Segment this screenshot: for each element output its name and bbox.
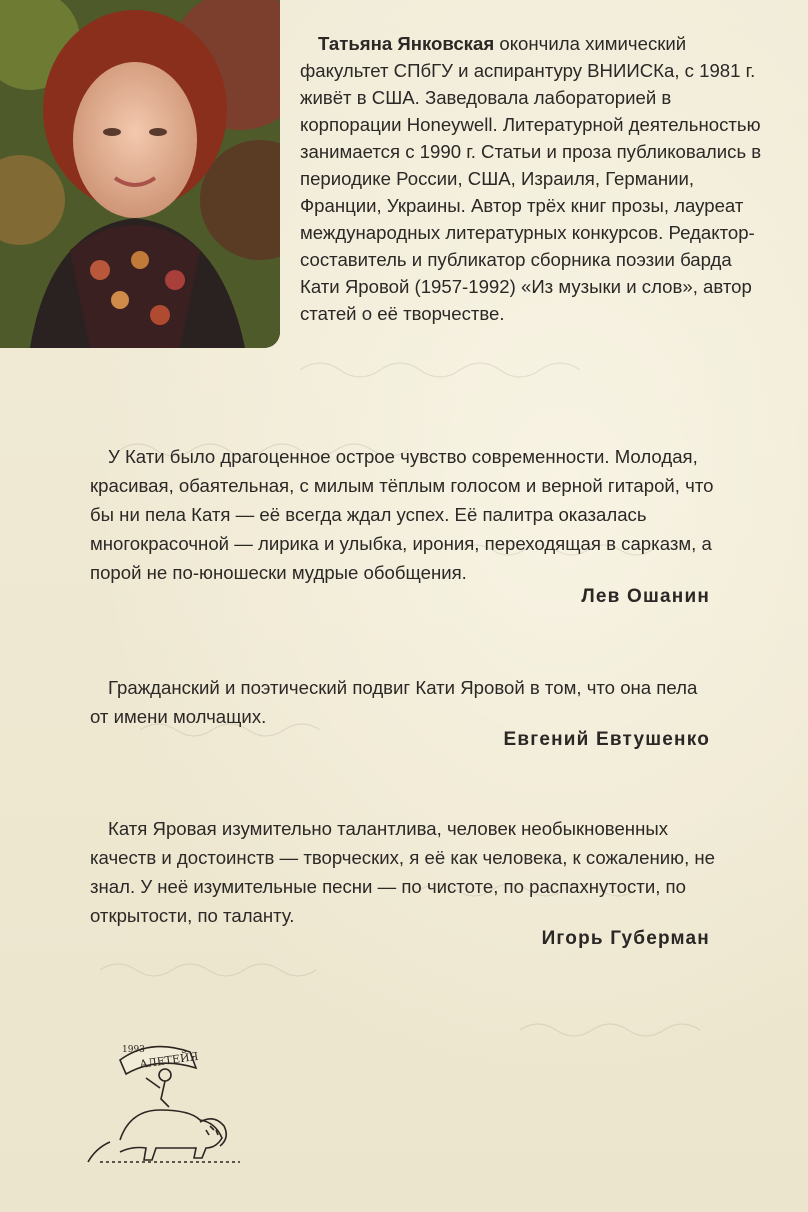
quote-author: Игорь Губерман — [541, 928, 710, 949]
quote-text: Катя Яровая изумительно талантлива, человек необыкновенных качеств и достоинств — творческих, я её как человека, к сожалению, не знал. У неё изумительные песни — по чистоте, по распахнутости, по открытости, по таланту. — [90, 818, 716, 926]
logo-name: АЛЕТЕЙЯ — [138, 1049, 200, 1071]
quote-block — [90, 814, 720, 930]
author-bio — [300, 30, 770, 327]
quote-block — [90, 673, 720, 731]
quote-text: У Кати было драгоценное острое чувство современности. Молодая, красивая, обаятельная, с милым тёплым голосом и верной гитарой, что бы ни пела Катя — её всегда ждал успех. Её палитра оказалась многокрасочной — лирика и улыбка, ирония, переходящая в сарказм, а порой не по-юношески мудрые обобщения. — [90, 446, 714, 583]
logo-year: 1993 — [122, 1045, 145, 1055]
quote-author: Евгений Евтушенко — [503, 729, 710, 750]
author-photo — [0, 0, 280, 348]
quote-text: Гражданский и поэтический подвиг Кати Яровой в том, что она пела от имени молчащих. — [90, 677, 698, 727]
bio-author-name: Татьяна Янковская — [318, 33, 495, 54]
publisher-logo — [80, 1030, 250, 1170]
bio-text: окончила химический факультет СПбГУ и аспирантуру ВНИИСКа, с 1981 г. живёт в США. Заведовала лабораторией в корпорации Honeywell. Литературной деятельностью занимается с 1990 г. Статьи и проза публиковались в периодике России, США, Израиля, Германии, Франции, Украины. Автор трёх книг прозы, лауреат международных литературных конкурсов. Редактор-составитель и публикатор сборника поэзии барда Кати Яровой (1957-1992) «Из музыки и слов», автор статей о её творчестве. — [300, 33, 762, 324]
quote-block — [90, 442, 720, 587]
quote-author: Лев Ошанин — [581, 586, 710, 607]
